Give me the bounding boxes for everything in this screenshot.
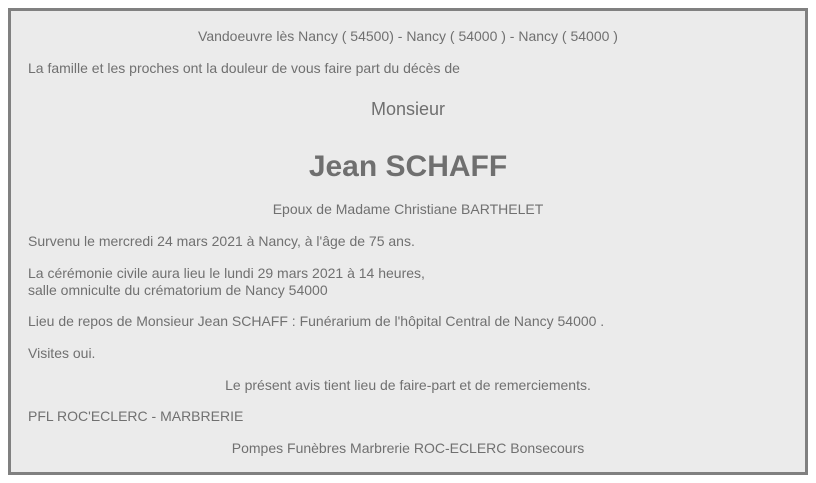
- thanks-line: Le présent avis tient lieu de faire-part et de remerciements.: [225, 377, 591, 393]
- death-details: Survenu le mercredi 24 mars 2021 à Nancy, à l'âge de 75 ans.: [28, 233, 415, 249]
- honorific: Monsieur: [370, 99, 446, 119]
- visits-line: Visites oui.: [28, 345, 96, 361]
- ceremony-line-1: La cérémonie civile aura lieu le lundi 29 mars 2021 à 14 heures,: [28, 265, 425, 281]
- rest-place-line: Lieu de repos de Monsieur Jean SCHAFF : Funérarium de l'hôpital Central de Nancy 54000 .: [28, 313, 605, 329]
- ceremony-line-2: salle omniculte du crématorium de Nancy 54000: [28, 282, 328, 298]
- spouse-line: Epoux de Madame Christiane BARTHELET: [272, 201, 544, 217]
- deceased-name: Jean SCHAFF: [308, 150, 508, 183]
- company-short: PFL ROC'ECLERC - MARBRERIE: [28, 408, 244, 424]
- obituary-notice: [8, 8, 808, 475]
- intro-text: La famille et les proches ont la douleur de vous faire part du décès de: [28, 60, 460, 76]
- company-full: Pompes Funèbres Marbrerie ROC-ECLERC Bonsecours: [231, 440, 585, 456]
- locations-line: Vandoeuvre lès Nancy ( 54500) - Nancy ( 54000 ) - Nancy ( 54000 ): [198, 28, 618, 44]
